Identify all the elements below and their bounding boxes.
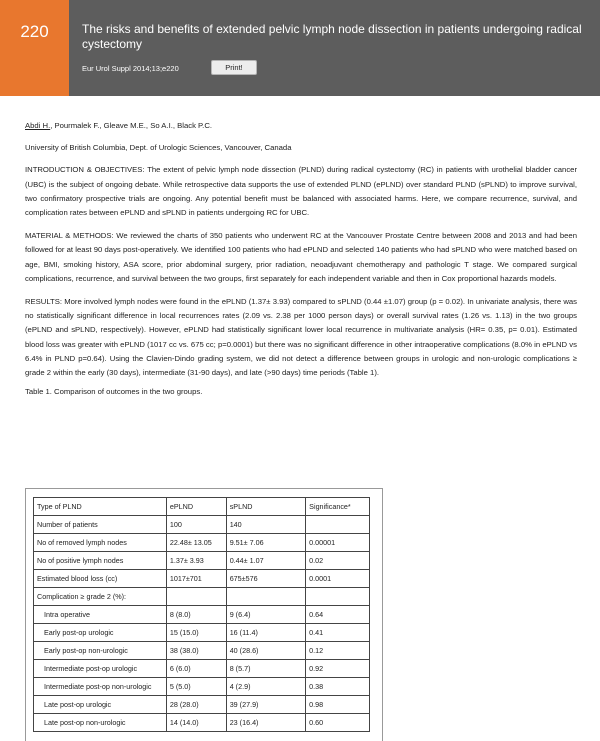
table-cell: 0.38	[306, 678, 370, 696]
table-cell: 6 (6.0)	[166, 660, 226, 678]
row-label: Intra operative	[34, 606, 167, 624]
table-cell: 14 (14.0)	[166, 714, 226, 732]
table-cell: 140	[226, 516, 305, 534]
table-row	[34, 678, 370, 696]
table-row	[34, 570, 370, 588]
table-cell	[306, 588, 370, 606]
journal-citation: Eur Urol Suppl 2014;13;e220	[82, 64, 179, 73]
outcomes-table-frame	[25, 488, 383, 741]
table-cell: 8 (5.7)	[226, 660, 305, 678]
table-cell: 9.51± 7.06	[226, 534, 305, 552]
table-cell: 38 (38.0)	[166, 642, 226, 660]
table-cell: 23 (16.4)	[226, 714, 305, 732]
row-label: Early post-op non-urologic	[34, 642, 167, 660]
row-label: No of removed lymph nodes	[34, 534, 167, 552]
lead-author-link[interactable]: Abdi H.	[25, 121, 51, 130]
row-label: Late post-op urologic	[34, 696, 167, 714]
table-cell	[166, 588, 226, 606]
table-cell: 9 (6.4)	[226, 606, 305, 624]
table-cell: 1.37± 3.93	[166, 552, 226, 570]
table-row	[34, 534, 370, 552]
abstract-number: 220	[0, 0, 69, 96]
table-cell: 28 (28.0)	[166, 696, 226, 714]
table-cell: 8 (8.0)	[166, 606, 226, 624]
abstract-title: The risks and benefits of extended pelvic lymph node dissection in patients undergoing radical cystectomy	[82, 22, 582, 51]
table-cell: 0.64	[306, 606, 370, 624]
table-cell: 0.00001	[306, 534, 370, 552]
row-label: Intermediate post-op urologic	[34, 660, 167, 678]
table-cell: 16 (11.4)	[226, 624, 305, 642]
table-cell	[306, 516, 370, 534]
table-cell: 4 (2.9)	[226, 678, 305, 696]
table-row	[34, 696, 370, 714]
table-header-row	[34, 498, 370, 516]
table-row	[34, 660, 370, 678]
table-cell: 0.98	[306, 696, 370, 714]
table-cell: 39 (27.9)	[226, 696, 305, 714]
table-cell: 22.48± 13.05	[166, 534, 226, 552]
table-cell: 40 (28.6)	[226, 642, 305, 660]
row-label: Intermediate post-op non-urologic	[34, 678, 167, 696]
row-label: Number of patients	[34, 516, 167, 534]
table-cell: 1017±701	[166, 570, 226, 588]
row-label: Early post-op urologic	[34, 624, 167, 642]
table-row	[34, 606, 370, 624]
row-label: Estimated blood loss (cc)	[34, 570, 167, 588]
table-row	[34, 642, 370, 660]
table-cell: 15 (15.0)	[166, 624, 226, 642]
table-row	[34, 552, 370, 570]
table-cell: 0.12	[306, 642, 370, 660]
print-button[interactable]: Print!	[211, 60, 257, 75]
abstract-body	[25, 119, 577, 399]
table-caption: Table 1. Comparison of outcomes in the two groups.	[25, 387, 203, 397]
column-header: Significance*	[306, 498, 370, 516]
table-cell: 5 (5.0)	[166, 678, 226, 696]
column-header: ePLND	[166, 498, 226, 516]
outcomes-table	[33, 497, 370, 732]
table-cell: 675±576	[226, 570, 305, 588]
column-header: sPLND	[226, 498, 305, 516]
row-label: Complication ≥ grade 2 (%):	[34, 588, 167, 606]
row-label: Late post-op non-urologic	[34, 714, 167, 732]
table-cell: 0.0001	[306, 570, 370, 588]
table-cell: 100	[166, 516, 226, 534]
affiliation: University of British Columbia, Dept. of Urologic Sciences, Vancouver, Canada	[25, 143, 292, 153]
author-list	[25, 119, 577, 133]
table-cell: 0.41	[306, 624, 370, 642]
table-row	[34, 624, 370, 642]
table-row	[34, 588, 370, 606]
table-cell	[226, 588, 305, 606]
introduction-paragraph: INTRODUCTION & OBJECTIVES: The extent of pelvic lymph node dissection (PLND) during radical cystectomy (RC) in patients with urothelial bladder cancer (UBC) is the subject of ongoing debate. While retrospective data supports the use of extended PLND (ePLND) over standard PLND (sPLND) to improve survival, two confirmatory prospective trials are ongoing. Any potential benefit must be balanced with associated harms. Here, we compare recurrence, survival, and complication rates between ePLND and sPLND in patients undergoing RC for UBC.	[25, 165, 577, 218]
table-cell: 0.60	[306, 714, 370, 732]
table-cell: 0.44± 1.07	[226, 552, 305, 570]
table-cell: 0.92	[306, 660, 370, 678]
column-header: Type of PLND	[34, 498, 167, 516]
table-cell: 0.02	[306, 552, 370, 570]
results-paragraph: RESULTS: More involved lymph nodes were found in the ePLND (1.37± 3.93) compared to sPLND (0.44 ±1.07) group (p = 0.02). In univariate analysis, there was no statistically significant difference in local recurrences rates (2.09 vs. 2.38 per 1000 person days) or overall survival rates (1.26 vs. 1.13) in the two groups (ePLND and sPLND, respectively). However, ePLND had statistically significant lower local recurrence in multivariate analysis (HR= 0.35, p= 0.01). Estimated blood loss was greater with ePLND (1017 cc vs. 675 cc; p=0.0001) but there was no significant difference in other intraoperative complications (8.0% in ePLND vs 6.4% in PLND p=0.64). Using the Clavien-Dindo grading system, we did not detect a difference between groups in urologic and non-urologic complications ≥ grade 2 within the early (30 days), intermediate (31-90 days), and late (>90 days) time periods (Table 1).	[25, 297, 577, 378]
other-authors: , Pourmalek F., Gleave M.E., So A.I., Black P.C.	[50, 121, 213, 130]
row-label: No of positive lymph nodes	[34, 552, 167, 570]
abstract-header	[0, 0, 600, 96]
methods-paragraph: MATERIAL & METHODS: We reviewed the charts of 350 patients who underwent RC at the Vancouver Prostate Centre between 2008 and 2013 and had been followed for at least 90 days post-operatively. We identified 100 patients who had ePLND and selected 140 patients who had sPLND who were matched based on age, BMI, smoking history, ASA score, prior abdominal surgery, prior radiation, neoadjuvant chemotherapy and pathologic T stage. We compared surgical complications, recurrence, and survival between the two groups, first separately for each independent variable and then in Cox proportional hazards models.	[25, 231, 577, 283]
table-row	[34, 714, 370, 732]
table-row	[34, 516, 370, 534]
